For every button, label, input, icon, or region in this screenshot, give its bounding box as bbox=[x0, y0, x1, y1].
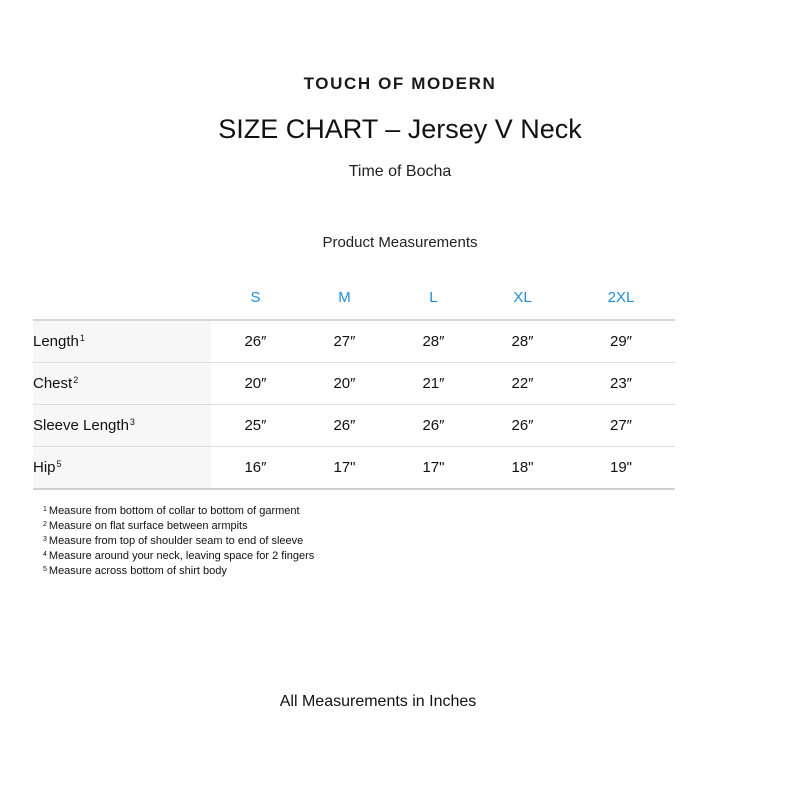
footnote-text: Measure from bottom of collar to bottom of garment bbox=[48, 505, 300, 517]
table-cell: 18" bbox=[478, 447, 567, 490]
table-cell: 21″ bbox=[389, 363, 478, 405]
table-row bbox=[33, 363, 675, 405]
table-cell: 20″ bbox=[300, 363, 389, 405]
table-row bbox=[33, 447, 675, 490]
row-label-text: Hip bbox=[33, 459, 56, 476]
size-column-header: 2XL bbox=[567, 275, 675, 320]
footnote bbox=[43, 533, 543, 548]
size-column-header: M bbox=[300, 275, 389, 320]
footnote-marker: 1 bbox=[79, 333, 85, 343]
table-cell: 28″ bbox=[389, 320, 478, 363]
table-cell: 20″ bbox=[211, 363, 300, 405]
measurement-unit-note: All Measurements in Inches bbox=[279, 693, 477, 710]
table-body bbox=[33, 320, 675, 489]
footnote-number: 2 bbox=[43, 521, 47, 528]
table-cell: 26″ bbox=[211, 320, 300, 363]
table-cell: 26″ bbox=[300, 405, 389, 447]
footnote-number: 4 bbox=[43, 551, 47, 558]
footnote bbox=[43, 503, 543, 518]
footnote-marker: 5 bbox=[56, 459, 62, 469]
table-cell: 22″ bbox=[478, 363, 567, 405]
size-column-header: L bbox=[389, 275, 478, 320]
footnote-text: Measure around your neck, leaving space for 2 fingers bbox=[48, 550, 315, 562]
footnote-number: 3 bbox=[43, 536, 47, 543]
table-cell: 25″ bbox=[211, 405, 300, 447]
size-column-header: XL bbox=[478, 275, 567, 320]
footnote bbox=[43, 518, 543, 533]
table-cell: 17" bbox=[300, 447, 389, 490]
row-label-text: Chest bbox=[33, 375, 73, 392]
table-row bbox=[33, 405, 675, 447]
footnote-marker: 2 bbox=[73, 375, 79, 385]
table-cell: 27″ bbox=[567, 405, 675, 447]
footnote-text: Measure across bottom of shirt body bbox=[48, 565, 227, 577]
footnotes bbox=[43, 503, 543, 578]
size-header-row bbox=[33, 275, 675, 320]
table-cell: 16″ bbox=[211, 447, 300, 490]
page-title: SIZE CHART – Jersey V Neck bbox=[218, 114, 582, 144]
row-label bbox=[33, 363, 211, 405]
row-label bbox=[33, 447, 211, 490]
row-label bbox=[33, 405, 211, 447]
header-corner bbox=[33, 275, 211, 320]
footnote-text: Measure on flat surface between armpits bbox=[48, 520, 248, 532]
table-cell: 26″ bbox=[478, 405, 567, 447]
table-cell: 27″ bbox=[300, 320, 389, 363]
table-cell: 26″ bbox=[389, 405, 478, 447]
table-cell: 23″ bbox=[567, 363, 675, 405]
size-chart-table bbox=[33, 275, 675, 490]
footnote bbox=[43, 563, 543, 578]
footnote-marker: 3 bbox=[129, 417, 135, 427]
row-label bbox=[33, 320, 211, 363]
page-subtitle: Time of Bocha bbox=[348, 163, 452, 180]
table-header bbox=[33, 275, 675, 320]
brand-logo: TOUCH OF MODERN bbox=[303, 74, 497, 93]
row-label-text: Sleeve Length bbox=[33, 417, 129, 434]
footnote-number: 5 bbox=[43, 566, 47, 573]
row-label-text: Length bbox=[33, 333, 79, 350]
table-row bbox=[33, 320, 675, 363]
footnote bbox=[43, 548, 543, 563]
table-cell: 29″ bbox=[567, 320, 675, 363]
table-caption: Product Measurements bbox=[322, 234, 478, 251]
footnote-number: 1 bbox=[43, 506, 47, 513]
table-cell: 28″ bbox=[478, 320, 567, 363]
table-cell: 17" bbox=[389, 447, 478, 490]
size-column-header: S bbox=[211, 275, 300, 320]
footnote-text: Measure from top of shoulder seam to end of sleeve bbox=[48, 535, 304, 547]
table-cell: 19" bbox=[567, 447, 675, 490]
